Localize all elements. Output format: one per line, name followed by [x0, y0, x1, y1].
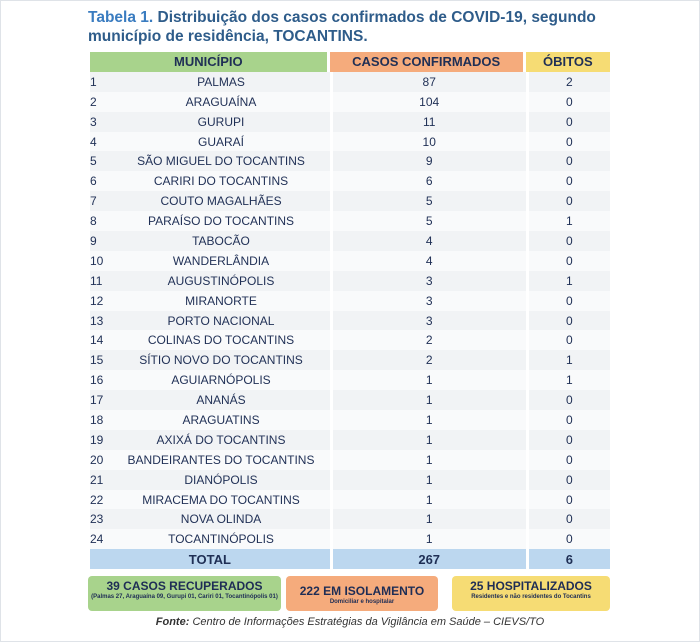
row-municipio: CARIRI DO TOCANTINS [112, 171, 329, 191]
table-title [88, 8, 648, 46]
row-municipio: ARAGUAÍNA [112, 92, 329, 112]
row-number: 23 [90, 509, 112, 529]
total-obitos: 6 [526, 549, 610, 569]
isolation-card [286, 576, 438, 611]
hospitalized-card [452, 576, 610, 611]
table-row [90, 529, 610, 549]
recovered-detail: (Palmas 27, Araguaína 09, Gurupi 01, Cariri 01, Tocantinópolis 01) [91, 594, 278, 600]
header-casos: CASOS CONFIRMADOS [330, 52, 526, 72]
row-number: 18 [90, 410, 112, 430]
table-row [90, 390, 610, 410]
row-number: 5 [90, 151, 112, 171]
table-row [90, 370, 610, 390]
table-row [90, 132, 610, 152]
row-casos: 3 [330, 311, 526, 331]
table-title-text: Distribuição dos casos confirmados de COVID-19, segundo município de residência, TOCANTINS. [88, 9, 596, 45]
row-obitos: 0 [526, 509, 610, 529]
row-obitos: 2 [526, 72, 610, 92]
table-row [90, 271, 610, 291]
row-casos: 1 [330, 450, 526, 470]
table-row [90, 311, 610, 331]
row-casos: 1 [330, 430, 526, 450]
row-municipio: DIANÓPOLIS [112, 470, 329, 490]
row-municipio: PARAÍSO DO TOCANTINS [112, 211, 329, 231]
table-row [90, 450, 610, 470]
row-municipio: AUGUSTINÓPOLIS [112, 271, 329, 291]
row-casos: 1 [330, 370, 526, 390]
source-text: Centro de Informações Estratégias da Vigilância em Saúde – CIEVS/TO [192, 616, 545, 628]
total-row [90, 549, 610, 569]
row-obitos: 0 [526, 430, 610, 450]
row-obitos: 0 [526, 191, 610, 211]
row-obitos: 0 [526, 330, 610, 350]
hospitalized-count: 25 HOSPITALIZADOS [470, 579, 592, 593]
table-row [90, 191, 610, 211]
row-casos: 104 [330, 92, 526, 112]
row-obitos: 0 [526, 490, 610, 510]
row-obitos: 0 [526, 529, 610, 549]
row-number: 24 [90, 529, 112, 549]
row-number: 16 [90, 370, 112, 390]
row-municipio: TOCANTINÓPOLIS [112, 529, 329, 549]
row-obitos: 1 [526, 211, 610, 231]
hospitalized-detail: Residentes e não residentes do Tocantins [471, 594, 591, 600]
table-row [90, 251, 610, 271]
row-casos: 11 [330, 112, 526, 132]
row-number: 3 [90, 112, 112, 132]
row-municipio: ARAGUATINS [112, 410, 329, 430]
row-casos: 9 [330, 151, 526, 171]
row-number: 4 [90, 132, 112, 152]
row-casos: 1 [330, 529, 526, 549]
row-municipio: PORTO NACIONAL [112, 311, 329, 331]
row-number: 7 [90, 191, 112, 211]
isolation-detail: Domiciliar e hospitalar [329, 599, 395, 605]
row-municipio: SÍTIO NOVO DO TOCANTINS [112, 350, 329, 370]
row-obitos: 0 [526, 291, 610, 311]
row-obitos: 0 [526, 151, 610, 171]
source-note [0, 616, 700, 628]
row-obitos: 0 [526, 231, 610, 251]
row-obitos: 0 [526, 311, 610, 331]
row-obitos: 0 [526, 92, 610, 112]
table-row [90, 231, 610, 251]
table-title-lead: Tabela 1. [88, 9, 154, 26]
row-obitos: 0 [526, 450, 610, 470]
row-casos: 1 [330, 390, 526, 410]
row-number: 10 [90, 251, 112, 271]
table-row [90, 490, 610, 510]
row-obitos: 1 [526, 350, 610, 370]
table-row [90, 350, 610, 370]
row-obitos: 0 [526, 132, 610, 152]
row-number: 20 [90, 450, 112, 470]
row-number: 17 [90, 390, 112, 410]
row-number: 2 [90, 92, 112, 112]
row-casos: 5 [330, 191, 526, 211]
row-obitos: 0 [526, 410, 610, 430]
row-municipio: ANANÁS [112, 390, 329, 410]
total-label: TOTAL [90, 549, 330, 569]
row-number: 6 [90, 171, 112, 191]
row-obitos: 0 [526, 112, 610, 132]
table-row [90, 509, 610, 529]
row-casos: 2 [330, 330, 526, 350]
row-municipio: SÃO MIGUEL DO TOCANTINS [112, 151, 329, 171]
row-number: 21 [90, 470, 112, 490]
row-municipio: PALMAS [112, 72, 329, 92]
row-number: 14 [90, 330, 112, 350]
row-casos: 1 [330, 470, 526, 490]
table-row [90, 171, 610, 191]
row-number: 12 [90, 291, 112, 311]
row-number: 13 [90, 311, 112, 331]
table-row [90, 72, 610, 92]
recovered-count: 39 CASOS RECUPERADOS [106, 579, 263, 593]
row-municipio: COUTO MAGALHÃES [112, 191, 329, 211]
row-casos: 2 [330, 350, 526, 370]
row-casos: 3 [330, 291, 526, 311]
row-casos: 5 [330, 211, 526, 231]
row-municipio: MIRANORTE [112, 291, 329, 311]
row-obitos: 0 [526, 171, 610, 191]
table-body [90, 72, 610, 549]
row-obitos: 0 [526, 251, 610, 271]
source-label: Fonte: [155, 616, 190, 628]
row-municipio: MIRACEMA DO TOCANTINS [112, 490, 329, 510]
row-casos: 1 [330, 490, 526, 510]
table-row [90, 112, 610, 132]
row-number: 11 [90, 271, 112, 291]
row-municipio: AXIXÁ DO TOCANTINS [112, 430, 329, 450]
header-row [90, 52, 610, 72]
row-casos: 6 [330, 171, 526, 191]
row-obitos: 0 [526, 390, 610, 410]
row-municipio: BANDEIRANTES DO TOCANTINS [112, 450, 329, 470]
table-row [90, 430, 610, 450]
row-casos: 3 [330, 271, 526, 291]
row-casos: 4 [330, 251, 526, 271]
row-obitos: 0 [526, 470, 610, 490]
row-number: 9 [90, 231, 112, 251]
recovered-card [88, 576, 281, 611]
row-municipio: WANDERLÂNDIA [112, 251, 329, 271]
table-row [90, 92, 610, 112]
row-number: 1 [90, 72, 112, 92]
row-casos: 4 [330, 231, 526, 251]
row-casos: 10 [330, 132, 526, 152]
row-casos: 1 [330, 410, 526, 430]
row-number: 22 [90, 490, 112, 510]
row-municipio: TABOCÃO [112, 231, 329, 251]
row-number: 8 [90, 211, 112, 231]
header-obitos: ÓBITOS [526, 52, 610, 72]
row-number: 15 [90, 350, 112, 370]
total-casos: 267 [330, 549, 526, 569]
row-municipio: GURUPI [112, 112, 329, 132]
covid-cases-table [90, 52, 610, 569]
row-number: 19 [90, 430, 112, 450]
table-row [90, 470, 610, 490]
row-casos: 87 [330, 72, 526, 92]
summary-cards [88, 576, 610, 611]
isolation-count: 222 EM ISOLAMENTO [299, 584, 425, 598]
table-row [90, 151, 610, 171]
table-row [90, 211, 610, 231]
row-municipio: COLINAS DO TOCANTINS [112, 330, 329, 350]
table-row [90, 291, 610, 311]
row-municipio: NOVA OLINDA [112, 509, 329, 529]
table-row [90, 410, 610, 430]
row-municipio: AGUIARNÓPOLIS [112, 370, 329, 390]
table-row [90, 330, 610, 350]
row-obitos: 1 [526, 370, 610, 390]
header-municipio: MUNICÍPIO [90, 52, 330, 72]
row-obitos: 1 [526, 271, 610, 291]
row-casos: 1 [330, 509, 526, 529]
row-municipio: GUARAÍ [112, 132, 329, 152]
